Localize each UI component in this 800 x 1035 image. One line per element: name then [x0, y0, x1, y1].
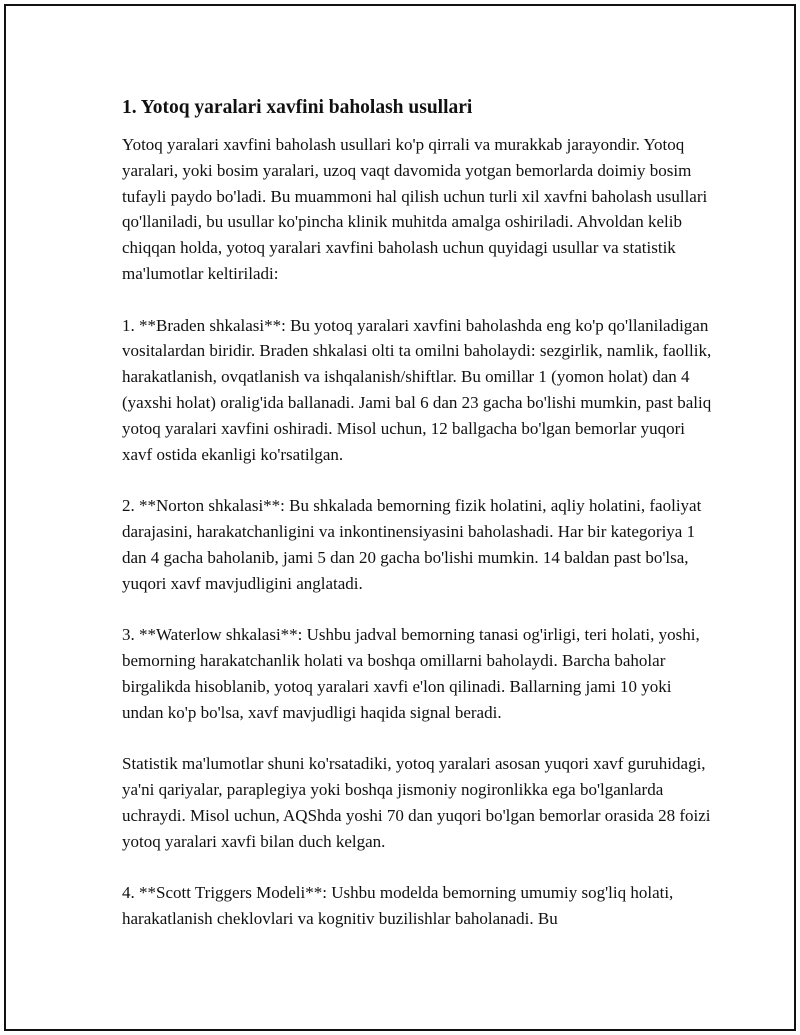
document-body [122, 96, 712, 958]
paragraph-statistics: Statistik ma'lumotlar shuni ko'rsatadiki, yotoq yaralari asosan yuqori xavf guruhidagi, ya'ni qariyalar, paraplegiya yoki boshqa jismoniy nogironlikka ega bo'lganlarda uchraydi. Misol uchun, AQShda yoshi 70 dan yuqori bo'lgan bemorlar orasida 28 foizi yotoq yaralari xavfi bilan duch kelgan. [122, 754, 711, 851]
page-frame [4, 4, 796, 1031]
paragraph-waterlow-scale: 3. **Waterlow shkalasi**: Ushbu jadval bemorning tanasi og'irligi, teri holati, yoshi, bemorning harakatchanlik holati va boshqa omillarni baholaydi. Barcha baholar birgalikda hisoblanib, yotoq yaralari xavfi e'lon qilinadi. Ballarning jami 10 yoki undan ko'p bo'lsa, xavf mavjudligi haqida signal beradi. [122, 625, 700, 722]
paragraph-intro: Yotoq yaralari xavfini baholash usullari ko'p qirrali va murakkab jarayondir. Yotoq yaralari, yoki bosim yaralari, uzoq vaqt davomida yotgan bemorlarda doimiy bosim tufayli paydo bo'ladi. Bu muammoni hal qilish uchun turli xil xavfni baholash usullari qo'llaniladi, bu usullar ko'pincha klinik muhitda amalga oshiriladi. Ahvoldan kelib chiqqan holda, yotoq yaralari xavfini baholash uchun quyidagi usullar va statistik ma'lumotlar keltiriladi: [122, 135, 708, 283]
paragraph-braden-scale: 1. **Braden shkalasi**: Bu yotoq yaralari xavfini baholashda eng ko'p qo'llaniladigan vositalardan biridir. Braden shkalasi olti ta omilni baholaydi: sezgirlik, namlik, faollik, harakatlanish, ovqatlanish va ishqalanish/shiftlar. Bu omillar 1 (yomon holat) dan 4 (yaxshi holat) oralig'ida ballanadi. Jami bal 6 dan 23 gacha bo'lishi mumkin, past baliq yotoq yaralari xavfini oshiradi. Misol uchun, 12 ballgacha bo'lgan bemorlar yuqori xavf ostida ekanligi ko'rsatilgan. [122, 315, 712, 464]
paragraph-norton-scale: 2. **Norton shkalasi**: Bu shkalada bemorning fizik holatini, aqliy holatini, faoliyat darajasini, harakatchanligini va inkontinensiyasini baholashadi. Har bir kategoriya 1 dan 4 gacha baholanib, jami 5 dan 20 gacha bo'lishi mumkin. 14 baldan past bo'lsa, yuqori xavf mavjudligini anglatadi. [122, 496, 702, 593]
paragraph-scott-triggers: 4. **Scott Triggers Modeli**: Ushbu modelda bemorning umumiy sog'liq holati, harakatlanish cheklovlari va kognitiv buzilishlar baholanadi. Bu [122, 883, 674, 928]
section-heading: 1. Yotoq yaralari xavfini baholash usullari [122, 97, 473, 118]
